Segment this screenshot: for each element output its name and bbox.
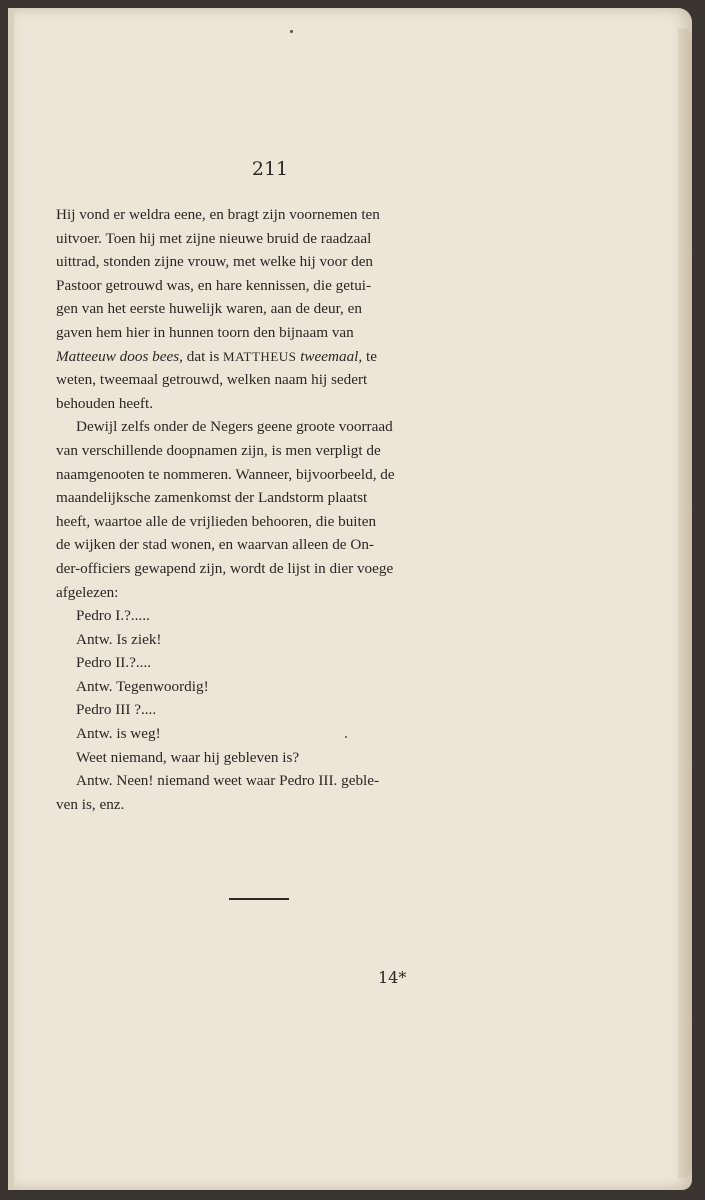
italic-word: tweemaal,	[296, 347, 363, 365]
text-line: van verschillende doopnamen zijn, is men verpligt de	[56, 441, 381, 459]
dialog-line: Weet niemand, waar hij gebleven is?	[76, 748, 300, 766]
text-line: afgelezen:	[56, 583, 119, 601]
dialog-line: Antw. Is ziek!	[76, 630, 162, 648]
page-number: 211	[251, 158, 289, 180]
smallcaps-name: MATTHEUS	[223, 348, 297, 364]
text-line: Dewijl zelfs onder de Negers geene groote voorraad	[76, 418, 393, 436]
paragraph-1	[56, 203, 470, 415]
text-line: gaven hem hier in hunnen toorn den bijnaam van	[56, 323, 354, 341]
text-line: de wijken der stad wonen, en waarvan alleen de On-	[56, 536, 374, 554]
dialog-line: Pedro III ?....	[76, 701, 157, 719]
text-line: naamgenooten te nommeren. Wanneer, bijvoorbeeld, de	[56, 465, 395, 483]
text-line: uitvoer. Toen hij met zijne nieuwe bruid de raadzaal	[56, 229, 372, 247]
roll-call-dialog	[56, 604, 470, 816]
text-fragment: dat is	[182, 347, 224, 365]
paragraph-2	[56, 415, 470, 604]
signature-mark: 14*	[378, 968, 407, 987]
body-text	[56, 203, 470, 816]
text-line-mixed	[56, 345, 470, 369]
page-gutter	[8, 8, 14, 1190]
dialog-line: Pedro I.?.....	[76, 607, 150, 625]
text-line: behouden heeft.	[56, 394, 153, 412]
section-divider	[229, 897, 289, 901]
text-line: Pastoor getrouwd was, en hare kennissen, die getui-	[56, 276, 372, 294]
paper-speck	[345, 736, 347, 738]
text-line: uittrad, stonden zijne vrouw, met welke hij voor den	[56, 253, 374, 271]
text-line: der-officiers gewapend zijn, wordt de lijst in dier voege	[56, 559, 394, 577]
text-line: maandelijksche zamenkomst der Landstorm plaatst	[56, 489, 368, 507]
page-edge	[678, 28, 692, 1178]
dialog-line: Pedro II.?....	[76, 654, 152, 672]
italic-name: Matteeuw doos bees,	[56, 347, 183, 365]
text-line: gen van het eerste huwelijk waren, aan de deur, en	[56, 300, 362, 318]
text-line: Hij vond er weldra eene, en bragt zijn voornemen ten	[56, 206, 380, 223]
text-line: heeft, waartoe alle de vrijlieden behooren, die buiten	[56, 512, 377, 530]
dialog-line: Antw. Tegenwoordig!	[76, 677, 209, 695]
dialog-line: Antw. Neen! niemand weet waar Pedro III. geble-	[76, 772, 380, 790]
dialog-line: Antw. is weg!	[76, 725, 161, 743]
text-line: weten, tweemaal getrouwd, welken naam hij sedert	[56, 371, 368, 389]
text-fragment: te	[362, 347, 377, 365]
paper-speck	[290, 30, 293, 33]
dialog-line: ven is, enz.	[56, 795, 125, 813]
